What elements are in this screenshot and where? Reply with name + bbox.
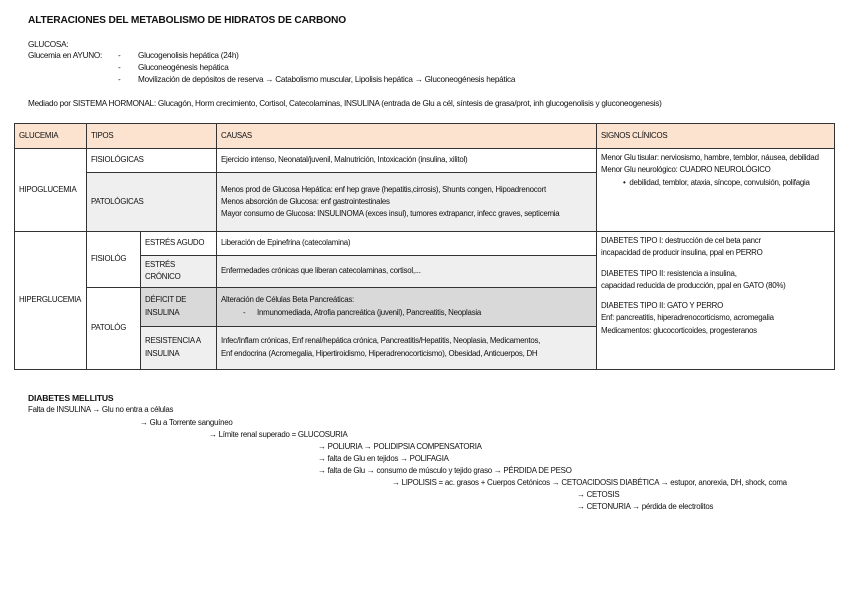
- estres-agudo-causa: Liberación de Epinefrina (catecolamina): [217, 232, 597, 256]
- fisiolog-cell: FISIOLÓG: [87, 232, 141, 288]
- resistencia-causas: [217, 326, 597, 369]
- ayuno-bullet-3: Movilización de depósitos de reserva → Catabolismo muscular, Lipolisis hepática → Gluconeogénesis hepática: [138, 75, 516, 84]
- tipo2b-line-3: Medicamentos: glucocorticoides, progesteranos: [601, 325, 757, 335]
- spacer: [601, 292, 830, 300]
- tipo1-line-2: incapacidad de producir insulina, ppal en PERRO: [601, 248, 763, 258]
- hipoglucemia-cell: HIPOGLUCEMIA: [15, 149, 87, 232]
- tipo1-line-1: DIABETES TIPO I: destrucción de cel beta pancr: [601, 236, 761, 245]
- metabolism-table: [14, 123, 835, 370]
- bullet-dot-icon: •: [623, 177, 630, 187]
- hipo-signos: [597, 149, 835, 232]
- page-title: ALTERACIONES DEL METABOLISMO DE HIDRATOS DE CARBONO: [28, 15, 346, 26]
- hipo-signo-1: Menor Glu tisular: nerviosismo, hambre, temblor, náusea, debilidad: [601, 153, 819, 162]
- deficit-causa: [217, 287, 597, 326]
- patologicas-causa-2: Menos absorción de Glucosa: enf gastrointestinales: [221, 196, 390, 206]
- dm-line-2: → Glu a Torrente sanguíneo: [140, 418, 233, 427]
- bullet-dash-icon: -: [118, 51, 121, 60]
- hipo-signo-sub-text: debilidad, temblor, ataxia, síncope, convulsión, polifagia: [629, 177, 810, 187]
- ayuno-label: Glucemia en AYUNO:: [28, 51, 103, 60]
- header-causas: CAUSAS: [217, 124, 597, 149]
- dm-line-8: → CETOSIS: [577, 490, 620, 499]
- hipo-signo-sub: [601, 177, 830, 189]
- header-tipos: TIPOS: [87, 124, 217, 149]
- header-signos: SIGNOS CLÍNICOS: [597, 124, 835, 149]
- deficit-sub-text: Inmunomediada, Atrofia pancreática (juvenil), Pancreatitis, Neoplasia: [257, 307, 482, 317]
- diabetes-title: DIABETES MELLITUS: [28, 393, 114, 403]
- fisiologicas-causa: Ejercicio intenso, Neonatal/juvenil, Malnutrición, Intoxicación (insulina, xilitol): [217, 149, 597, 173]
- table-header-row: [15, 124, 835, 149]
- patologicas-causas: [217, 173, 597, 232]
- patologicas-cell: PATOLÓGICAS: [87, 173, 217, 232]
- tipo2b-line-2: Enf: pancreatitis, hiperadrenocorticismo, acromegalia: [601, 313, 774, 323]
- patologicas-causa-1: Menos prod de Glucosa Hepática: enf hep grave (hepatitis,cirrosis), Shunts congen, Hipoadrenocort: [221, 184, 546, 194]
- dm-line-9: → CETONURIA → pérdida de electrolitos: [577, 502, 714, 511]
- deficit-cell: DÉFICIT DE INSULINA: [141, 287, 217, 326]
- dm-line-5: → falta de Glu en tejidos → POLIFAGIA: [318, 454, 449, 463]
- hiperglucemia-cell: HIPERGLUCEMIA: [15, 232, 87, 370]
- dm-line-7: → LIPOLISIS = ac. grasos + Cuerpos Cetónicos → CETOACIDOSIS DIABÉTICA → estupor, anorexia, DH, shock, coma: [392, 478, 787, 487]
- patolog-cell: PATOLÓG: [87, 287, 141, 369]
- estres-cronico-cell: ESTRÉS CRÓNICO: [141, 256, 217, 288]
- tipo2-line-1: DIABETES TIPO II: resistencia a insulina,: [601, 268, 737, 278]
- deficit-sub: [221, 307, 592, 319]
- deficit-causa-line: Alteración de Células Beta Pancreáticas:: [221, 295, 354, 305]
- resistencia-causa-1: Infec/Inflam crónicas, Enf renal/hepática crónica, Pancreatitis/Hepatitis, Neoplasia, Medicamentos,: [221, 336, 541, 346]
- dm-line-1: Falta de INSULINA → Glu no entra a células: [28, 405, 174, 414]
- bullet-dash-icon: -: [118, 75, 121, 84]
- estres-agudo-cell: ESTRÉS AGUDO: [141, 232, 217, 256]
- table-row: [15, 232, 835, 256]
- estres-cronico-causa: Enfermedades crónicas que liberan catecolaminas, cortisol,...: [217, 256, 597, 288]
- bullet-dash-icon: -: [118, 63, 121, 72]
- hiper-signos: [597, 232, 835, 370]
- patologicas-causa-3: Mayor consumo de Glucosa: INSULINOMA (exces insul), tumores extrapancr, infecc graves, septicemia: [221, 209, 560, 219]
- ayuno-bullet-1: Glucogenolisis hepática (24h): [138, 51, 239, 60]
- ayuno-bullet-2: Gluconeogénesis hepática: [138, 63, 229, 72]
- dm-line-6: → falta de Glu → consumo de músculo y tejido graso → PÉRDIDA DE PESO: [318, 466, 572, 475]
- hormonal-text: Mediado por SISTEMA HORMONAL: Glucagón, Horm crecimiento, Cortisol, Catecolaminas, INSULINA (entrada de Glu a cél, síntesis de grasa/prot, inh glucogenolisis y gluconeogenesis): [28, 99, 662, 108]
- bullet-dash-icon: -: [243, 307, 258, 317]
- resistencia-cell: RESISTENCIA A INSULINA: [141, 326, 217, 369]
- dm-line-3: → Límite renal superado = GLUCOSURIA: [209, 430, 348, 439]
- fisiologicas-cell: FISIOLÓGICAS: [87, 149, 217, 173]
- tipo2b-line-1: DIABETES TIPO II: GATO Y PERRO: [601, 301, 724, 310]
- glucosa-label: GLUCOSA:: [28, 40, 69, 49]
- spacer: [601, 260, 830, 268]
- resistencia-causa-2: Enf endocrina (Acromegalia, Hipertiroidismo, Hiperadrenocorticismo), Obesidad, Anticuerpos, DH: [221, 348, 538, 358]
- tipo2-line-2: capacidad reducida de producción, ppal en GATO (80%): [601, 280, 786, 290]
- table-row: [15, 149, 835, 173]
- dm-line-4: → POLIURIA → POLIDIPSIA COMPENSATORIA: [318, 442, 482, 451]
- hipo-signo-2: Menor Glu neurológico: CUADRO NEUROLÓGICO: [601, 165, 771, 175]
- header-glucemia: GLUCEMIA: [15, 124, 87, 149]
